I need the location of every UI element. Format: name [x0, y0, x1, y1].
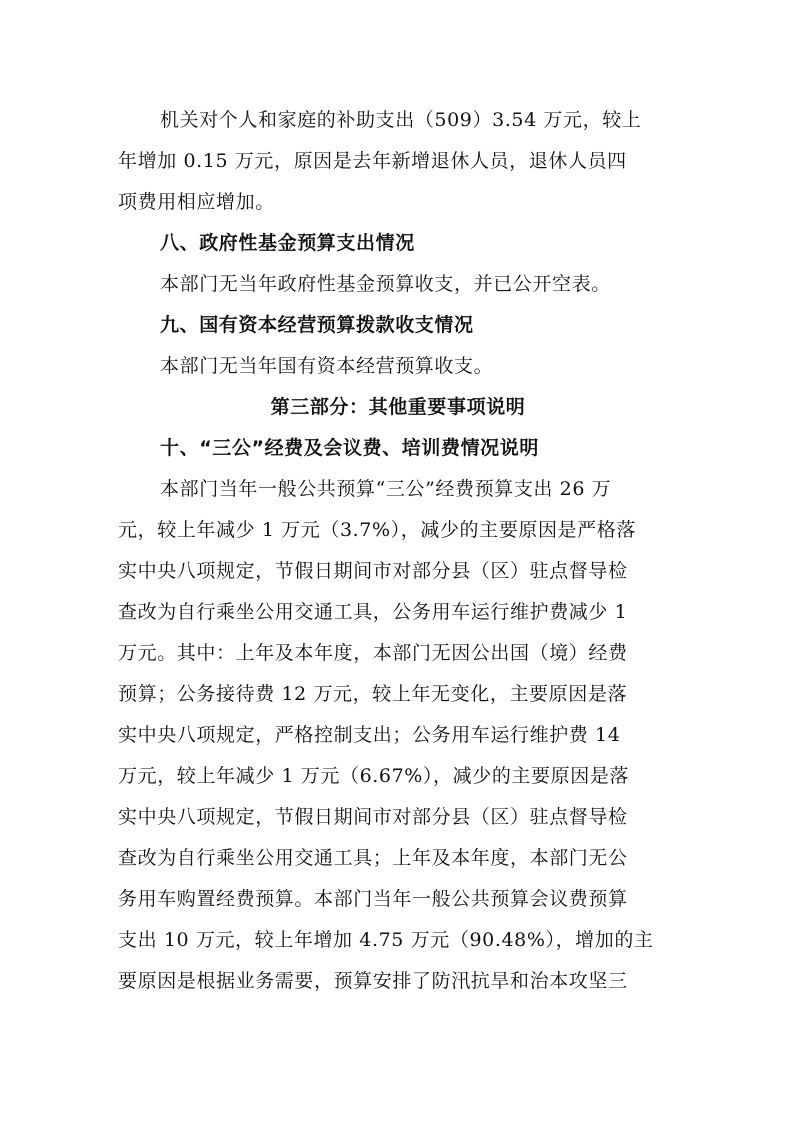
paragraph-line: 查改为自行乘坐公用交通工具，公务用车运行维护费减少 1 [118, 601, 628, 623]
paragraph-line: 要原因是根据业务需要，预算安排了防汛抗旱和治本攻坚三 [118, 970, 628, 992]
section-heading-three-public: 十、“三公”经费及会议费、培训费情况说明 [160, 437, 539, 459]
paragraph-line: 实中央八项规定，节假日期间市对部分县（区）驻点督导检 [118, 806, 628, 828]
paragraph-line: 机关对个人和家庭的补助支出（509）3.54 万元，较上 [160, 109, 642, 131]
paragraph-line: 务用车购置经费预算。本部门当年一般公共预算会议费预算 [118, 888, 628, 910]
paragraph-line: 万元，较上年减少 1 万元（6.67%），减少的主要原因是落 [118, 765, 630, 787]
paragraph-line: 实中央八项规定，严格控制支出；公务用车运行维护费 14 [118, 724, 621, 746]
paragraph-line: 预算；公务接待费 12 万元，较上年无变化，主要原因是落 [118, 683, 628, 705]
section-heading-state-capital: 九、国有资本经营预算拨款收支情况 [160, 314, 474, 336]
section-heading-government-fund: 八、政府性基金预算支出情况 [160, 232, 415, 254]
paragraph-line: 查改为自行乘坐公用交通工具；上年及本年度，本部门无公 [118, 847, 628, 869]
paragraph-line: 元，较上年减少 1 万元（3.7%），减少的主要原因是严格落 [118, 519, 636, 541]
paragraph-line: 年增加 0.15 万元，原因是去年新增退休人员，退休人员四 [118, 150, 627, 172]
part-title: 第三部分：其他重要事项说明 [270, 396, 526, 418]
paragraph-line: 实中央八项规定，节假日期间市对部分县（区）驻点督导检 [118, 560, 628, 582]
paragraph-line: 本部门当年一般公共预算“三公”经费预算支出 26 万 [160, 478, 612, 500]
paragraph-line: 本部门无当年国有资本经营预算收支。 [160, 355, 494, 377]
paragraph-line: 项费用相应增加。 [118, 191, 275, 213]
paragraph-line: 支出 10 万元，较上年增加 4.75 万元（90.48%），增加的主 [118, 929, 654, 951]
paragraph-line: 本部门无当年政府性基金预算收支，并已公开空表。 [160, 273, 611, 295]
paragraph-line: 万元。其中：上年及本年度，本部门无因公出国（境）经费 [118, 642, 628, 664]
